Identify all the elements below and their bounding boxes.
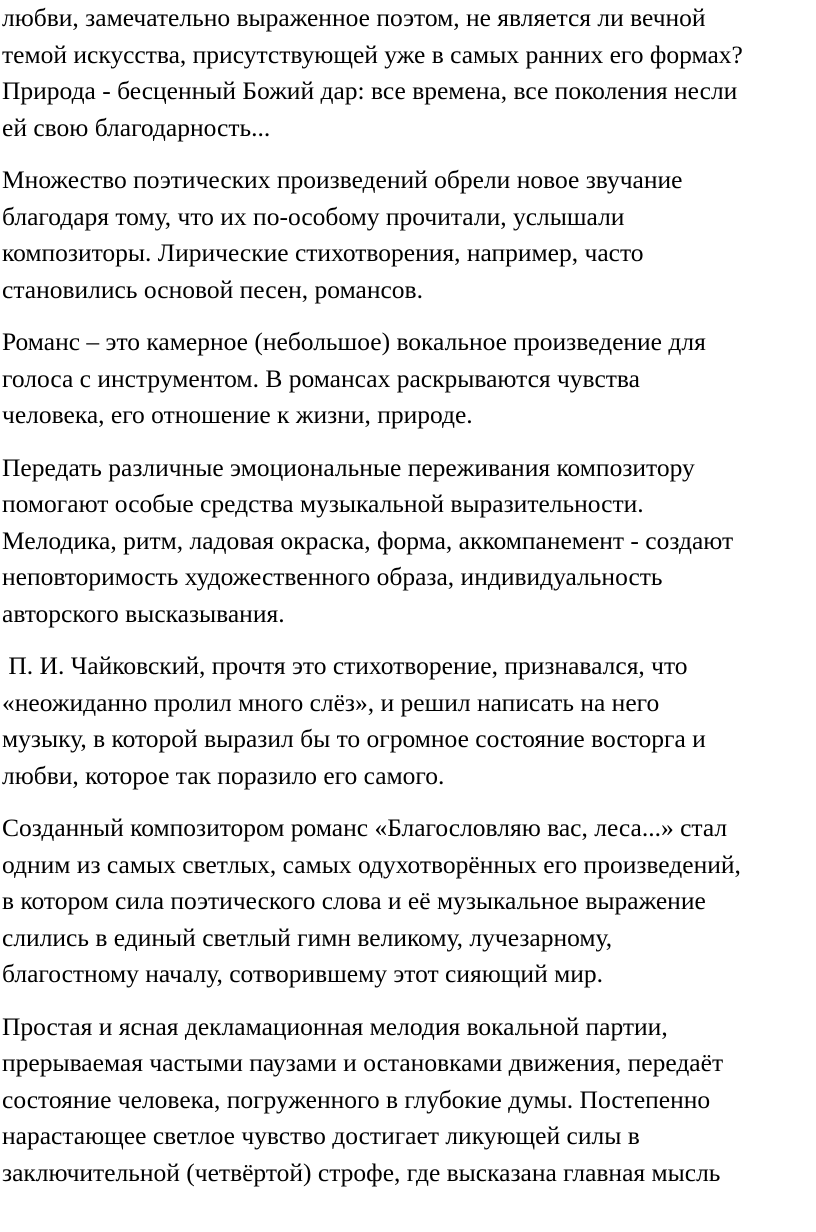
text-line: становились основой песен, романсов. bbox=[2, 274, 423, 304]
text-line: голоса с инструментом. В романсах раскрываются чувства bbox=[2, 363, 640, 393]
text-line: Созданный композитором романс «Благословляю вас, леса...» стал bbox=[2, 813, 728, 842]
text-line: заключительной (четвёртой) строфе, где высказана главная мысль bbox=[2, 1157, 721, 1187]
text-line: благостному началу, сотворившему этот сияющий мир. bbox=[2, 959, 603, 988]
text-line: темой искусства, присутствующей уже в самых ранних его формах? bbox=[2, 39, 743, 69]
text-line: «неожиданно пролил много слёз», и решил написать на него bbox=[2, 687, 660, 717]
paragraph-romance-creation bbox=[2, 810, 816, 993]
text-line: Множество поэтических произведений обрели новое звучание bbox=[2, 165, 683, 194]
text-line: П. И. Чайковский, прочтя это стихотворение, признавался, что bbox=[2, 651, 688, 680]
text-line: музыку, в которой выразил бы то огромное состояние восторга и bbox=[2, 724, 706, 753]
paragraph-melody bbox=[2, 1009, 816, 1192]
text-line: Передать различные эмоциональные переживания композитору bbox=[2, 452, 695, 482]
text-line: помогают особые средства музыкальной выразительности. bbox=[2, 489, 644, 518]
paragraph-poetic-works bbox=[2, 162, 816, 308]
text-line: состояние человека, погруженного в глубокие думы. Постепенно bbox=[2, 1084, 711, 1114]
text-line: одним из самых светлых, самых одухотворённых его произведений, bbox=[2, 849, 741, 879]
text-line: ей свою благодарность... bbox=[2, 112, 271, 142]
text-line: слились в единый светлый гимн великому, лучезарному, bbox=[2, 922, 613, 952]
text-line: Мелодика, ритм, ладовая окраска, форма, аккомпанемент - создают bbox=[2, 525, 734, 555]
text-line: любви, замечательно выраженное поэтом, не является ли вечной bbox=[2, 3, 706, 32]
text-line: авторского высказывания. bbox=[2, 598, 285, 628]
text-line: благодаря тому, что их по-особому прочитали, услышали bbox=[2, 201, 625, 231]
paragraph-tchaikovsky bbox=[2, 648, 816, 794]
text-line: неповторимость художественного образа, индивидуальность bbox=[2, 562, 663, 591]
text-line: любви, которое так поразило его самого. bbox=[2, 760, 445, 790]
text-line: человека, его отношение к жизни, природе. bbox=[2, 400, 473, 429]
text-line: Романс – это камерное (небольшое) вокальное произведение для bbox=[2, 327, 706, 356]
paragraph-romance-definition bbox=[2, 324, 816, 434]
text-line: нарастающее светлое чувство достигает ликующей силы в bbox=[2, 1121, 640, 1150]
text-line: Природа - бесценный Божий дар: все времена, все поколения несли bbox=[2, 76, 738, 105]
text-line: в котором сила поэтического слова и её музыкальное выражение bbox=[2, 886, 706, 915]
text-line: Простая и ясная декламационная мелодия вокальной партии, bbox=[2, 1011, 668, 1041]
paragraph-nature-theme bbox=[2, 0, 816, 146]
text-line: прерываемая частыми паузами и остановками движения, передаёт bbox=[2, 1048, 724, 1077]
text-line: композиторы. Лирические стихотворения, например, часто bbox=[2, 238, 644, 267]
paragraph-expressive-means bbox=[2, 450, 816, 633]
